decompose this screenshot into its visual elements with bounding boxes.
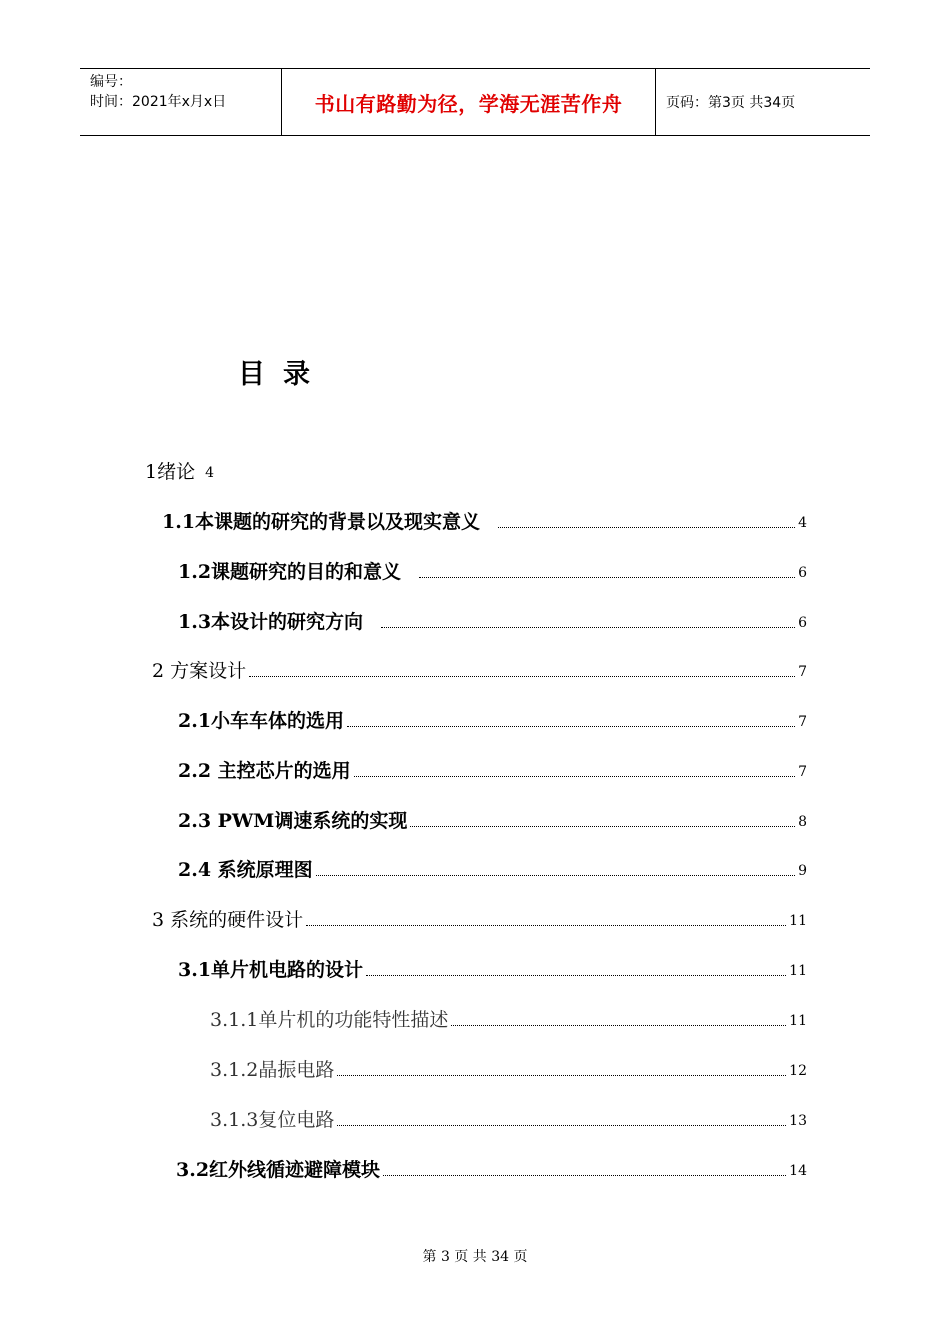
toc-entry-page: 11 xyxy=(789,963,807,979)
toc-entry[interactable] xyxy=(145,457,235,485)
toc-entry-label: 3.1.2晶振电路 xyxy=(210,1059,335,1081)
toc-entry[interactable] xyxy=(178,557,807,585)
time-label: 时间：2021年x月x日 xyxy=(90,94,227,110)
toc-entry-page: 4 xyxy=(205,465,215,481)
toc-entry[interactable] xyxy=(178,607,807,635)
toc-entry[interactable] xyxy=(210,1105,807,1133)
toc-leader-dots xyxy=(316,874,795,876)
toc-leader-dots xyxy=(337,1124,786,1126)
toc-leader-dots xyxy=(347,725,795,727)
toc-entry-label: 2.1小车车体的选用 xyxy=(178,710,345,732)
toc-entry[interactable] xyxy=(176,1155,807,1183)
page-header xyxy=(80,68,870,136)
toc-entry[interactable] xyxy=(178,706,807,734)
toc-entry-label: 1.3本设计的研究方向 xyxy=(178,611,364,633)
toc-entry-label: 3.1.1单片机的功能特性描述 xyxy=(210,1009,449,1031)
toc-leader-dots xyxy=(419,576,795,578)
toc-entry-page: 14 xyxy=(789,1163,807,1179)
toc-entry-page: 11 xyxy=(789,913,807,929)
header-meta xyxy=(80,69,281,135)
toc-leader-dots xyxy=(366,974,786,976)
toc-leader-dots xyxy=(451,1024,786,1026)
toc-leader-dots xyxy=(354,775,795,777)
toc-entry[interactable] xyxy=(178,806,807,834)
toc-entry-label: 2.3 PWM调速系统的实现 xyxy=(178,810,408,832)
toc-leader-dots xyxy=(498,526,795,528)
toc-entry-label: 2 方案设计 xyxy=(152,660,247,682)
toc-entry[interactable] xyxy=(152,905,807,933)
toc-entry[interactable] xyxy=(178,855,807,883)
header-motto: 书山有路勤为径，学海无涯苦作舟 xyxy=(281,69,656,135)
toc-entry-page: 4 xyxy=(798,515,807,531)
toc-leader-dots xyxy=(306,924,786,926)
toc-entry-page: 6 xyxy=(798,615,807,631)
toc-entry-page: 7 xyxy=(798,664,807,680)
toc-leader-dots xyxy=(337,1074,786,1076)
toc-leader-dots xyxy=(383,1174,786,1176)
toc-entry-page: 8 xyxy=(798,814,807,830)
toc-entry-label: 1.1本课题的研究的背景以及现实意义 xyxy=(162,511,481,533)
toc-entry[interactable] xyxy=(178,955,807,983)
toc-entry-label: 1.2课题研究的目的和意义 xyxy=(178,561,402,583)
toc-entry[interactable] xyxy=(178,756,807,784)
toc-entry-page: 7 xyxy=(798,714,807,730)
toc-leader-dots xyxy=(249,675,795,677)
toc-entry-label: 3.1.3复位电路 xyxy=(210,1109,335,1131)
toc-entry-page: 6 xyxy=(798,565,807,581)
toc-entry[interactable] xyxy=(210,1055,807,1083)
toc-entry-label: 3.2红外线循迹避障模块 xyxy=(176,1159,381,1181)
header-page-label: 页码：第3页 共34页 xyxy=(666,95,796,111)
toc-entry[interactable] xyxy=(152,656,807,684)
toc-entry-page: 7 xyxy=(798,764,807,780)
toc-entry-label: 3 系统的硬件设计 xyxy=(152,909,304,931)
toc-leader-dots xyxy=(410,825,795,827)
toc-entry-page: 9 xyxy=(798,863,807,879)
toc-entry-label: 2.2 主控芯片的选用 xyxy=(178,760,351,782)
toc-entry-label: 3.1单片机电路的设计 xyxy=(178,959,364,981)
toc-title: 目录 xyxy=(238,359,328,390)
toc-entry-page: 12 xyxy=(789,1063,807,1079)
toc-entry-page: 11 xyxy=(789,1013,807,1029)
number-label: 编号： xyxy=(90,74,132,90)
toc-entry-label: 2.4 系统原理图 xyxy=(178,859,313,881)
page-footer: 第 3 页 共 34 页 xyxy=(422,1249,528,1265)
toc-entry[interactable] xyxy=(210,1005,807,1033)
toc-entry-page: 13 xyxy=(789,1113,807,1129)
toc-entry[interactable] xyxy=(162,507,807,535)
toc-leader-dots xyxy=(381,626,795,628)
toc-entry-label: 1绪论 xyxy=(145,461,196,483)
